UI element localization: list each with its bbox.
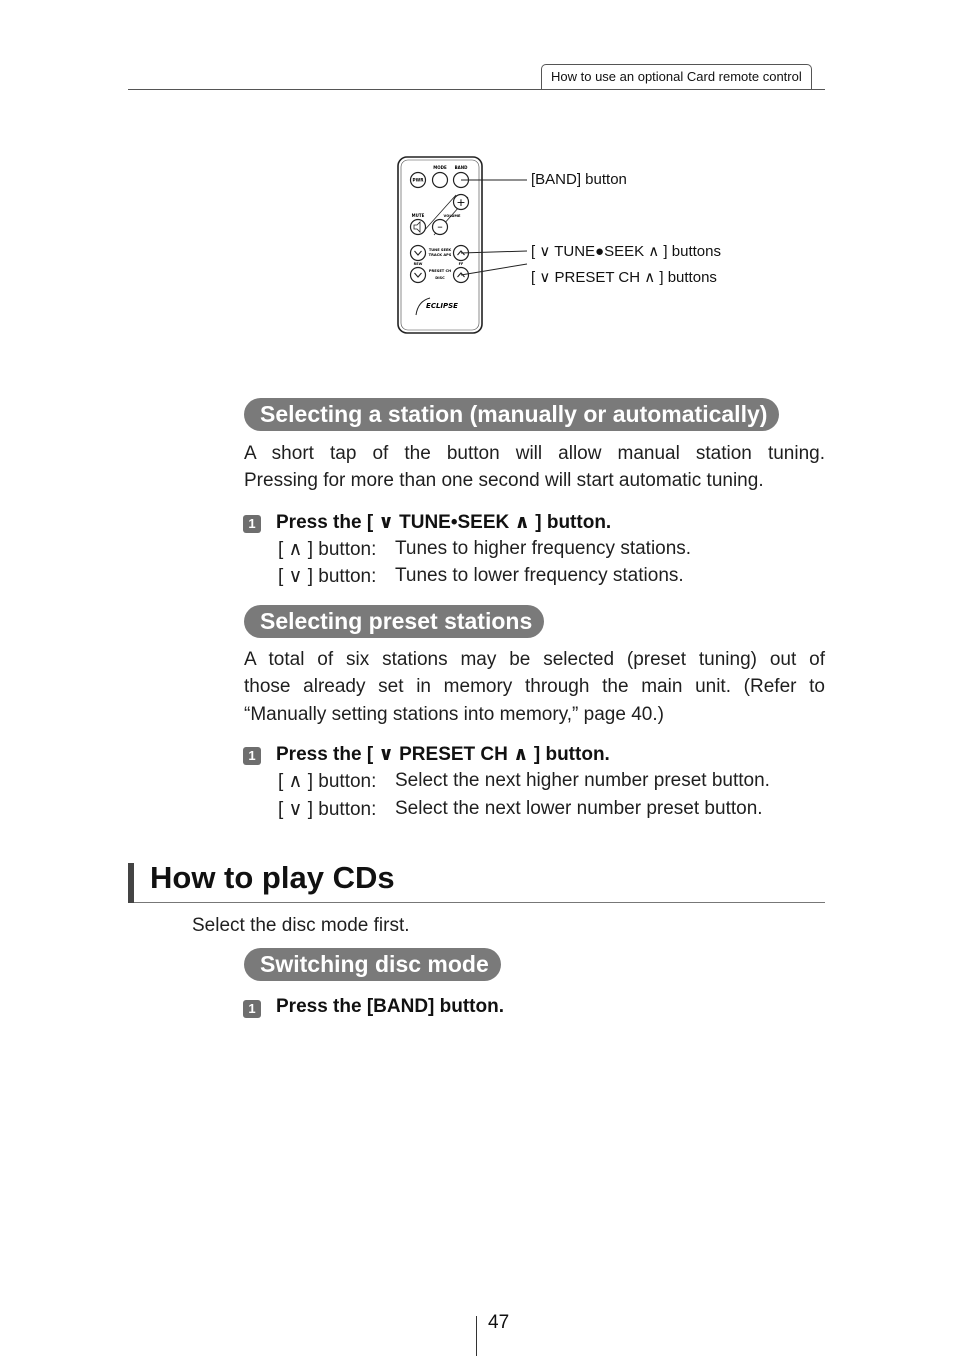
rew-label: REW xyxy=(413,262,423,266)
preset-detail2-value: Select the next lower number preset button. xyxy=(395,798,763,819)
station-detail2-value: Tunes to lower frequency stations. xyxy=(395,565,684,586)
cd-section-title: How to play CDs xyxy=(150,860,395,895)
preset-step-title: Press the [ ∨ PRESET CH ∧ ] button. xyxy=(276,744,610,765)
mode-label: MODE xyxy=(433,165,447,170)
page-number-rule xyxy=(476,1316,477,1356)
station-para-line1: A short tap of the button will allow manual station tuning. xyxy=(244,443,825,464)
callout-lines xyxy=(455,170,535,280)
svg-text:–: – xyxy=(437,220,443,233)
preset-detail1-key: [ ∧ ] button: xyxy=(278,771,377,792)
tune-seek-callout: [ ∨ TUNE●SEEK ∧ ] buttons xyxy=(531,243,721,260)
preset-detail1-value: Select the next higher number preset button. xyxy=(395,770,770,791)
preset-ch-callout: [ ∨ PRESET CH ∧ ] buttons xyxy=(531,269,717,286)
cd-step-title: Press the [BAND] button. xyxy=(276,996,504,1017)
tune-seek-label: TUNE SEEK xyxy=(428,248,452,252)
band-callout: [BAND] button xyxy=(531,171,627,188)
mute-label: MUTE xyxy=(411,213,425,218)
preset-para-line3: “Manually setting stations into memory,” page 40.) xyxy=(244,704,664,725)
station-step-title: Press the [ ∨ TUNE•SEEK ∧ ] button. xyxy=(276,512,612,533)
step-number-badge: 1 xyxy=(243,515,261,533)
preset-ch-label: PRESET CH xyxy=(428,269,452,273)
band-label: BAND xyxy=(454,165,468,170)
station-para-line2: Pressing for more than one second will start automatic tuning. xyxy=(244,470,764,491)
station-detail2-key: [ ∨ ] button: xyxy=(278,566,377,587)
preset-heading: Selecting preset stations xyxy=(244,605,544,638)
eclipse-logo: ECLIPSE xyxy=(426,302,458,310)
header-rule xyxy=(128,89,825,90)
section-tab: How to use an optional Card remote control xyxy=(541,64,812,89)
preset-detail2-key: [ ∨ ] button: xyxy=(278,799,377,820)
page-number: 47 xyxy=(488,1312,510,1333)
disc-label: DISC xyxy=(435,276,445,280)
step-number-badge: 1 xyxy=(243,1000,261,1018)
step-number-badge: 1 xyxy=(243,747,261,765)
preset-para-line1: A total of six stations may be selected (preset tuning) out of xyxy=(244,649,825,670)
mute-button xyxy=(411,220,426,235)
station-detail1-value: Tunes to higher frequency stations. xyxy=(395,538,692,559)
cd-intro-text: Select the disc mode first. xyxy=(192,915,410,936)
station-heading: Selecting a station (manually or automatically) xyxy=(244,398,779,431)
section-marker-bar xyxy=(128,863,134,903)
section-rule xyxy=(134,902,825,903)
preset-para-line2: those already set in memory through the main unit. (Refer to xyxy=(244,676,825,697)
station-detail1-key: [ ∧ ] button: xyxy=(278,539,377,560)
volume-label: VOLUME xyxy=(443,214,461,218)
disc-mode-heading: Switching disc mode xyxy=(244,948,501,981)
preset-down-button xyxy=(411,268,426,283)
ff-label: FF xyxy=(458,262,464,266)
track-aps-label: TRACK APS xyxy=(428,253,452,257)
svg-text:+: + xyxy=(456,196,466,209)
tune-down-button xyxy=(411,246,426,261)
mode-button xyxy=(433,173,448,188)
pwr-label: PWR xyxy=(412,177,424,183)
